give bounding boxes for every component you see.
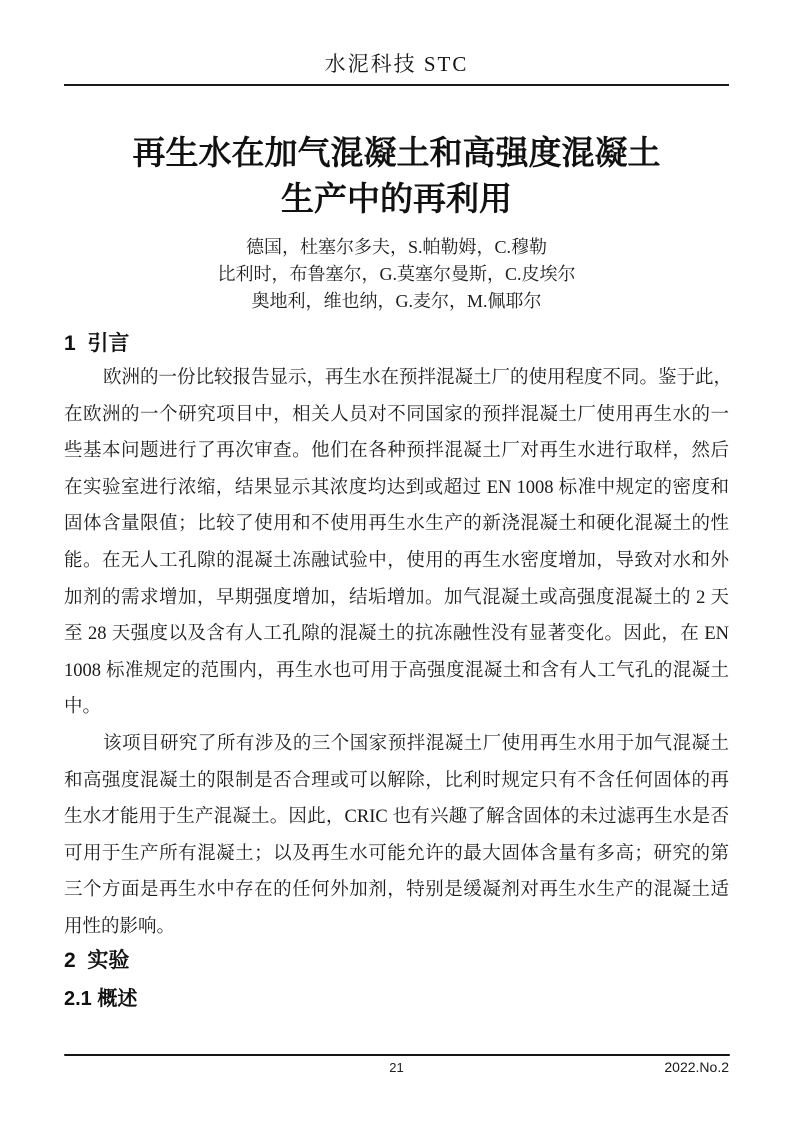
body-text-line: 欧洲的一份比较报告显示，再生水在预拌混凝土厂的使用程度不同。鉴于此， [103,368,733,388]
author-line: 比利时，布鲁塞尔，G.莫塞尔曼斯，C.皮埃尔 [217,264,576,284]
paragraph-1 [64,360,733,726]
journal-title: 水泥科技 STC [324,52,469,76]
body-text-line: 三个方面是再生水中存在的任何外加剂，特别是缓凝剂对再生水生产的混凝土适 [64,880,729,901]
body-text-line: 1008 标准规定的范围内，再生水也可用于高强度混凝土和含有人工气孔的混凝土 [64,660,729,681]
body-text-line: 该项目研究了所有涉及的三个国家预拌混凝土厂使用再生水用于加气混凝土 [103,734,729,754]
body-text-line: 可用于生产所有混凝土；以及再生水可能允许的最大固体含量有多高；研究的第 [64,843,729,864]
author-line: 奥地利，维也纳，G.麦尔，M.佩耶尔 [251,291,542,311]
body-text-line: 能。在无人工孔隙的混凝土冻融试验中，使用的再生水密度增加，导致对水和外 [64,550,729,571]
body-text-line: 生水才能用于生产混凝土。因此，CRIC 也有兴趣了解含固体的未过滤再生水是否 [64,807,729,828]
section-heading-overview: 2.1 概述 [64,988,138,1010]
section-heading-introduction: 1 引言 [64,332,130,355]
section-heading-experiment: 2 实验 [64,949,130,972]
author-line: 德国，杜塞尔多夫，S.帕勒姆，C.穆勒 [245,237,547,257]
body-text-line: 用性的影响。 [64,916,176,937]
issue-number: 2022.No.2 [664,1059,729,1075]
article-title-line2: 生产中的再利用 [281,180,512,217]
footer-rule [64,1054,730,1056]
paragraph-2 [64,726,729,946]
body-text-line: 在欧洲的一个研究项目中，相关人员对不同国家的预拌混凝土厂使用再生水的一 [64,404,729,425]
body-text-line: 和高强度混凝土的限制是否合理或可以解除，比利时规定只有不含任何固体的再 [64,770,729,791]
body-text-line: 固体含量限值；比较了使用和不使用再生水生产的新浇混凝土和硬化混凝土的性 [64,514,729,535]
body-text-line: 在实验室进行浓缩，结果显示其浓度均达到或超过 EN 1008 标准中规定的密度和 [64,477,729,498]
body-text-line: 至 28 天强度以及含有人工孔隙的混凝土的抗冻融性没有显著变化。因此，在 EN [64,624,729,645]
article-title-line1: 再生水在加气混凝土和高强度混凝土 [132,134,661,171]
body-text-line: 加剂的需求增加，早期强度增加，结垢增加。加气混凝土或高强度混凝土的 2 天 [64,587,729,608]
body-text-line: 些基本问题进行了再次审查。他们在各种预拌混凝土厂对再生水进行取样，然后 [64,441,729,462]
header-rule [64,84,729,86]
page-number: 21 [389,1060,404,1075]
body-text-line: 中。 [64,697,102,718]
